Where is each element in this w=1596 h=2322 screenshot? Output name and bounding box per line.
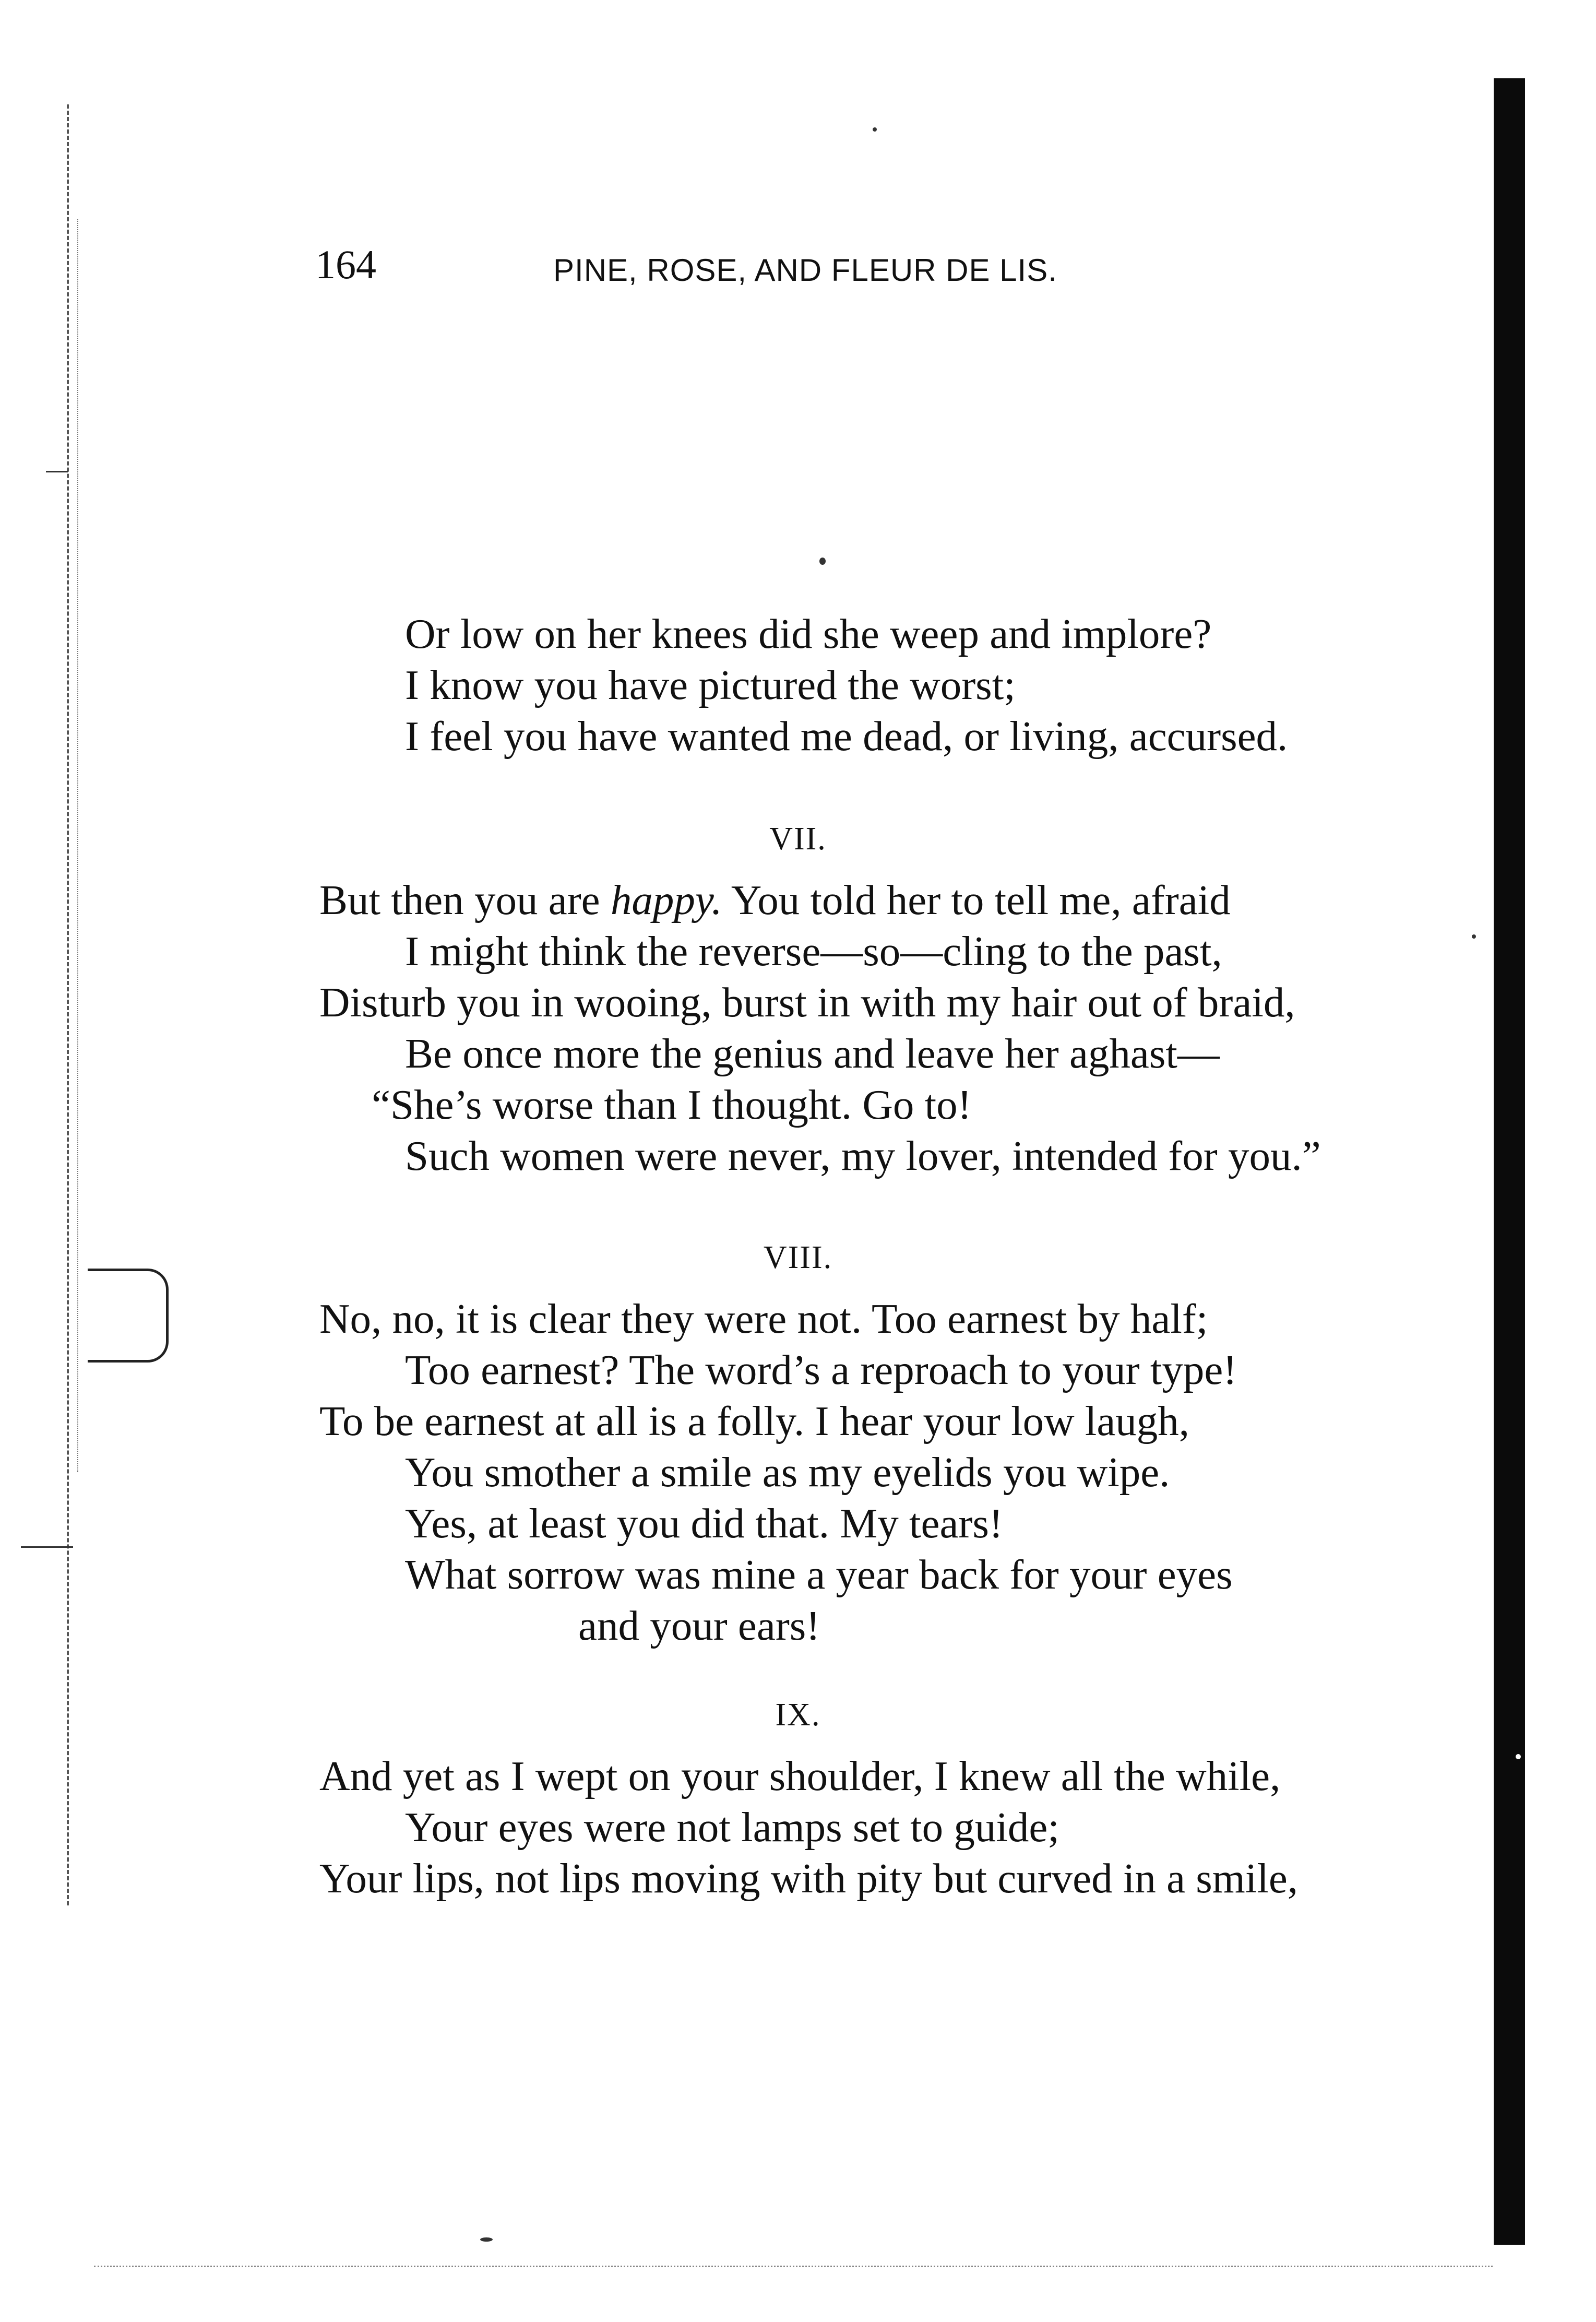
- page-binding-shadow: [1494, 78, 1525, 2245]
- verse-line: [319, 876, 1231, 923]
- scan-speck: [873, 127, 877, 132]
- verse-line: and your ears!: [578, 1602, 820, 1649]
- verse-line: I feel you have wanted me dead, or living, accursed.: [405, 713, 1288, 760]
- stanza-numeral: VIII.: [763, 1240, 833, 1275]
- verse-line: Such women were never, my lover, intended for you.”: [405, 1132, 1321, 1179]
- verse-line: What sorrow was mine a year back for your eyes: [405, 1551, 1233, 1598]
- scan-speck: [819, 558, 826, 565]
- margin-tick: [46, 471, 68, 472]
- margin-bracket-mark: [88, 1269, 169, 1363]
- stanza-numeral: VII.: [769, 821, 827, 857]
- verse-line: “She’s worse than I thought. Go to!: [372, 1081, 972, 1128]
- margin-tick: [21, 1546, 73, 1548]
- verse-line: To be earnest at all is a folly. I hear your low laugh,: [319, 1397, 1190, 1444]
- verse-line: Your eyes were not lamps set to guide;: [405, 1804, 1059, 1851]
- verse-line: I know you have pictured the worst;: [405, 661, 1016, 708]
- verse-line: No, no, it is clear they were not. Too earnest by half;: [319, 1295, 1208, 1342]
- verse-text: You told her to tell me, afraid: [722, 876, 1231, 923]
- running-title: PINE, ROSE, AND FLEUR DE LIS.: [553, 253, 1057, 288]
- page-number: 164: [315, 242, 376, 287]
- verse-line: You smother a smile as my eyelids you wipe.: [405, 1449, 1170, 1496]
- verse-line: Be once more the genius and leave her aghast—: [405, 1030, 1220, 1077]
- verse-line: Your lips, not lips moving with pity but curved in a smile,: [319, 1855, 1299, 1902]
- scan-speck: [1472, 934, 1476, 939]
- verse-line: Disturb you in wooing, burst in with my hair out of braid,: [319, 979, 1295, 1026]
- left-margin-edge: [67, 104, 69, 1905]
- verse-text: But then you are: [319, 876, 611, 923]
- scan-speck: [1516, 1754, 1521, 1759]
- verse-line: Or low on her knees did she weep and implore?: [405, 610, 1212, 657]
- italic-word: happy.: [610, 876, 722, 923]
- verse-line: Too earnest? The word’s a reproach to your type!: [405, 1346, 1237, 1393]
- stanza-numeral: IX.: [775, 1697, 821, 1733]
- verse-line: And yet as I wept on your shoulder, I knew all the while,: [319, 1752, 1281, 1799]
- verse-line: Yes, at least you did that. My tears!: [405, 1500, 1003, 1547]
- bottom-edge-rule: [94, 2266, 1493, 2267]
- verse-line: I might think the reverse—so—cling to the past,: [405, 928, 1222, 975]
- scan-speck: [480, 2237, 493, 2242]
